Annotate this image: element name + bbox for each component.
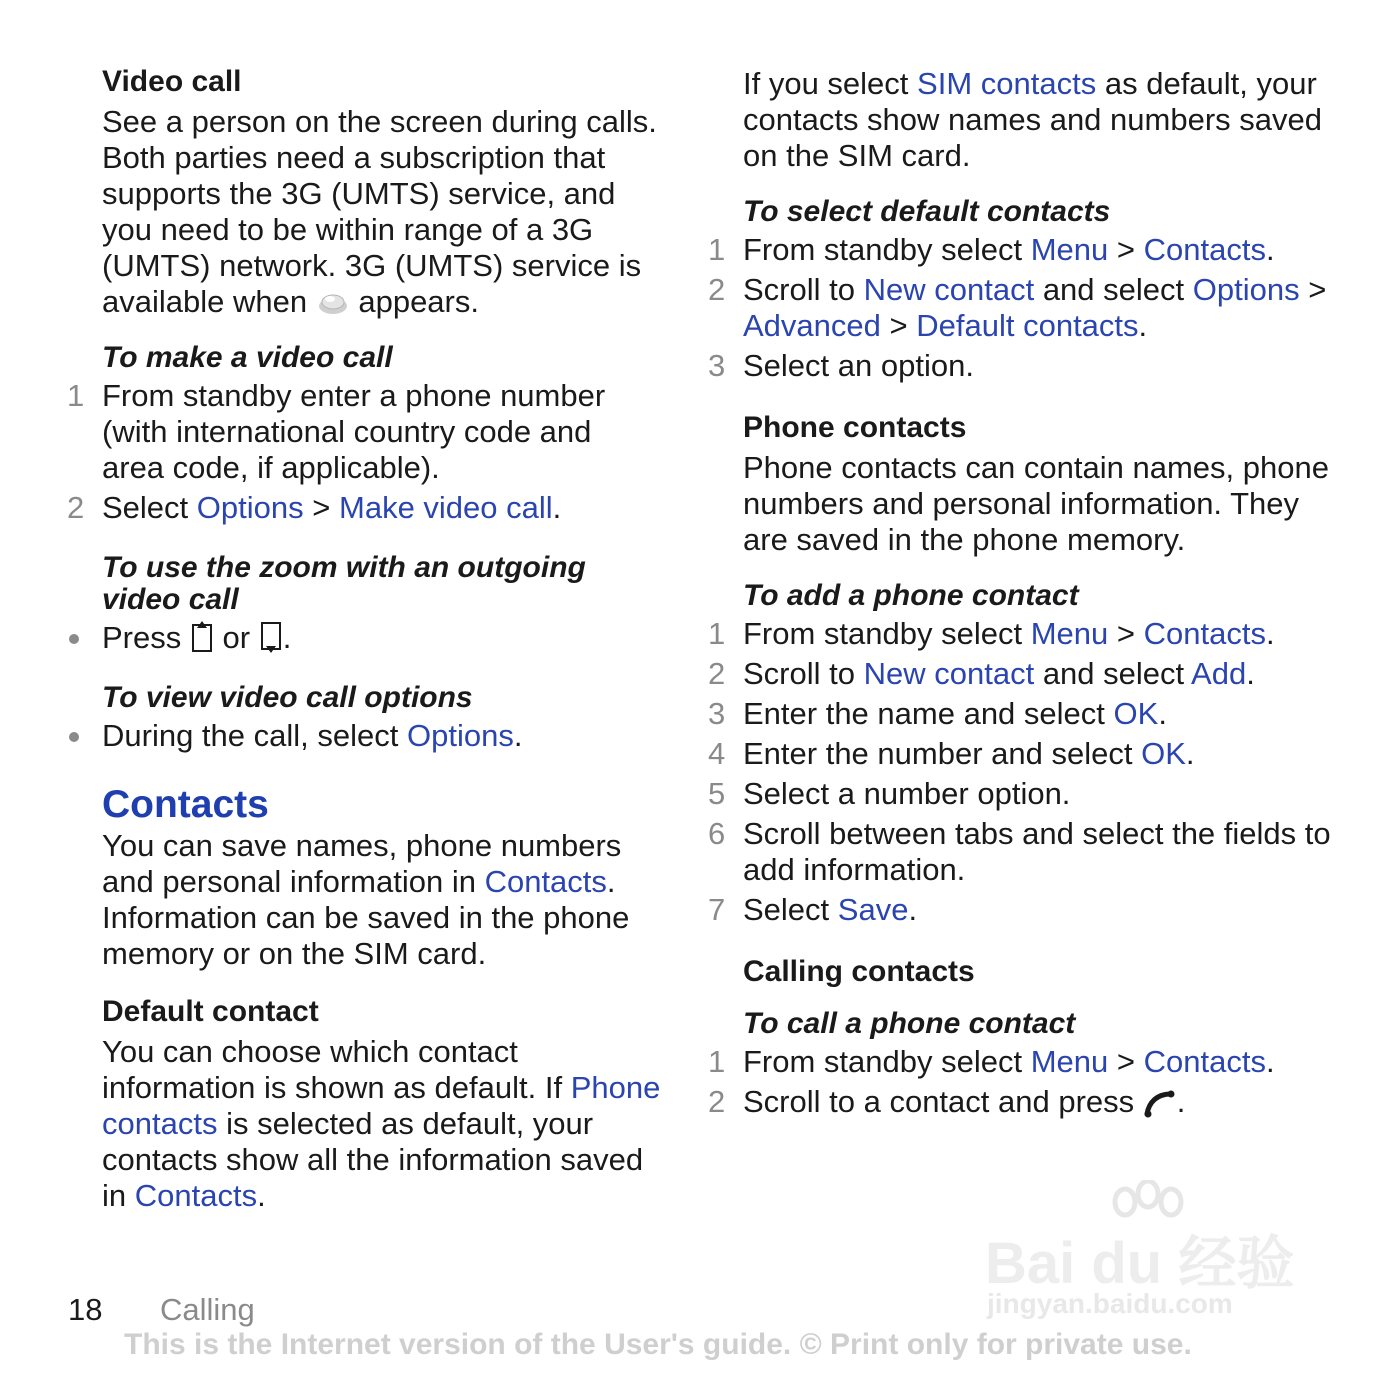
video-call-text: See a person on the screen during calls. Both parties need a subscription that supports the 3G (UMTS) service, and you need to be within range of a 3G (UMTS) network. 3G (UMTS) service is available when appears. [102, 104, 657, 319]
contacts-link[interactable]: Contacts [1143, 1044, 1266, 1079]
call-contact-heading: To call a phone contact [743, 1007, 1076, 1040]
default-contacts-link[interactable]: Default contacts [916, 308, 1139, 343]
watermark-logo: Bai du 经验 [985, 1231, 1295, 1296]
step-number: 1 [708, 232, 726, 267]
list-item: 7 Select Save. [708, 892, 918, 927]
list-item: 2 Select Options > Make video call. [67, 490, 562, 525]
right-column [708, 64, 1343, 1124]
options-link[interactable]: Options [407, 718, 514, 753]
call-key-icon [1143, 1088, 1177, 1118]
list-item: 2 Scroll to New contact and select Add. [708, 656, 1255, 691]
zoom-heading: To use the zoom with an outgoing video call [102, 551, 586, 616]
add-link[interactable]: Add [1191, 656, 1247, 691]
save-link[interactable]: Save [837, 892, 909, 927]
contacts-link[interactable]: Contacts [1143, 616, 1266, 651]
step-number: 1 [708, 1044, 726, 1079]
step-number: 2 [67, 490, 85, 525]
volume-up-key-icon [190, 620, 214, 654]
step-number: 7 [708, 892, 726, 927]
list-item: 1 From standby select Menu > Contacts. [708, 1044, 1275, 1079]
3g-network-icon [316, 288, 350, 318]
menu-link[interactable]: Menu [1030, 1044, 1109, 1079]
list-item: 6 Scroll between tabs and select the fields to add information. [708, 816, 1331, 887]
baidu-watermark [985, 1180, 1305, 1330]
add-contact-heading: To add a phone contact [743, 579, 1079, 612]
step-number: 6 [708, 816, 726, 851]
select-default-steps [708, 232, 1343, 384]
default-contact-heading: Default contact [102, 995, 319, 1028]
call-contact-steps [708, 1044, 1343, 1120]
step-number: 1 [67, 378, 85, 413]
options-heading: To view video call options [102, 681, 473, 714]
phone-contacts-link[interactable]: Phone contacts [102, 1070, 661, 1141]
list-item: 1 From standby select Menu > Contacts. [708, 616, 1275, 651]
new-contact-link[interactable]: New contact [863, 656, 1035, 691]
calling-contacts-heading: Calling contacts [743, 955, 975, 988]
options-steps [102, 718, 662, 754]
list-item: 5 Select a number option. [708, 776, 1071, 811]
list-item: 2 Scroll to New contact and select Options > Advanced > Default contacts. [708, 272, 1327, 343]
contacts-text: You can save names, phone numbers and personal information in Contacts. Information can be saved in the phone memory or on the SIM card. [102, 828, 630, 971]
sim-contacts-text: If you select SIM contacts as default, your contacts show names and numbers saved on the SIM card. [743, 66, 1322, 173]
step-number: 3 [708, 696, 726, 731]
menu-link[interactable]: Menu [1030, 616, 1109, 651]
section-name: Calling [160, 1292, 255, 1327]
new-contact-link[interactable]: New contact [863, 272, 1035, 307]
options-link[interactable]: Options [1192, 272, 1300, 307]
step-number: 2 [708, 656, 726, 691]
contacts-link[interactable]: Contacts [1143, 232, 1266, 267]
page-number: 18 [68, 1292, 103, 1327]
ok-link[interactable]: OK [1141, 736, 1186, 771]
select-default-heading: To select default contacts [743, 195, 1111, 228]
list-item: 4 Enter the number and select OK. [708, 736, 1195, 771]
volume-down-key-icon [259, 620, 283, 654]
list-item: 1 From standby enter a phone number (with international country code and area code, if applicable). [67, 378, 606, 485]
phone-contacts-heading: Phone contacts [743, 411, 967, 444]
list-item: During the call, select Options. [102, 718, 662, 754]
watermark-url: jingyan.baidu.com [987, 1288, 1233, 1319]
phone-contacts-text: Phone contacts can contain names, phone numbers and personal information. They are saved in the phone memory. [743, 450, 1329, 557]
list-item: 2 Scroll to a contact and press . [708, 1084, 1186, 1119]
menu-link[interactable]: Menu [1030, 232, 1109, 267]
default-contact-text: You can choose which contact information is shown as default. If Phone contacts is selected as default, your contacts show all the information saved in Contacts. [102, 1034, 661, 1213]
options-link[interactable]: Options [196, 490, 304, 525]
list-item: 3 Enter the name and select OK. [708, 696, 1167, 731]
make-video-call-heading: To make a video call [102, 341, 393, 374]
advanced-link[interactable]: Advanced [743, 308, 881, 343]
contacts-link[interactable]: Contacts [484, 864, 607, 899]
step-number: 2 [708, 1084, 726, 1119]
step-number: 2 [708, 272, 726, 307]
step-number: 1 [708, 616, 726, 651]
left-column [67, 64, 662, 1214]
contacts-heading: Contacts [102, 783, 269, 826]
disclaimer: This is the Internet version of the User's guide. © Print only for private use. [124, 1328, 1192, 1361]
make-video-call-steps [67, 378, 662, 526]
bullet [69, 732, 79, 742]
list-item: 3 Select an option. [708, 348, 974, 383]
add-contact-steps [708, 616, 1343, 928]
sim-contacts-link[interactable]: SIM contacts [917, 66, 1097, 101]
video-call-heading: Video call [102, 65, 242, 98]
contacts-link[interactable]: Contacts [134, 1178, 258, 1213]
make-video-call-link[interactable]: Make video call [339, 490, 553, 525]
ok-link[interactable]: OK [1113, 696, 1159, 731]
step-number: 4 [708, 736, 726, 771]
step-number: 3 [708, 348, 726, 383]
zoom-steps [102, 620, 662, 656]
list-item: Press or . [102, 620, 662, 656]
bullet [69, 634, 79, 644]
list-item: 1 From standby select Menu > Contacts. [708, 232, 1275, 267]
step-number: 5 [708, 776, 726, 811]
